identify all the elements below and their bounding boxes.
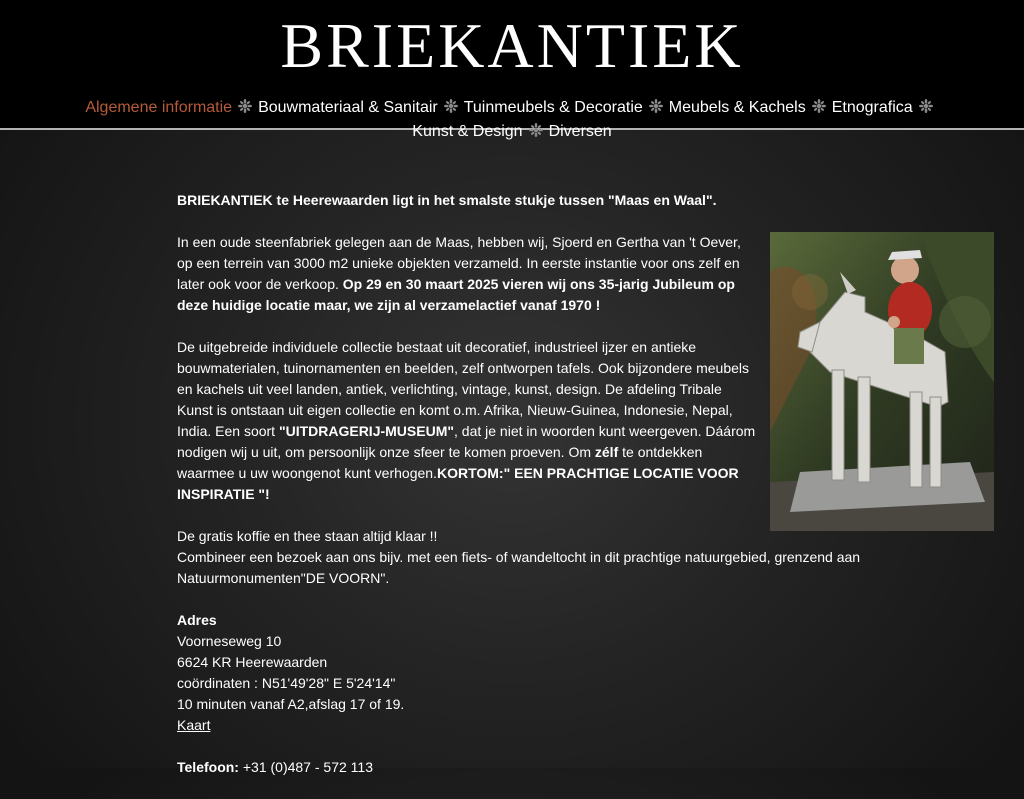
kortom-text: KORTOM:" EEN PRACHTIGE LOCATIE VOOR INSPIRATIE "! (177, 465, 739, 502)
map-link[interactable]: Kaart (177, 717, 211, 733)
flower-ornament-icon (649, 99, 663, 113)
address-heading: Adres (177, 612, 217, 628)
flower-ornament-icon (919, 99, 933, 113)
combine-text: Combineer een bezoek aan ons bijv. met een fiets- of wandeltocht in dit prachtige natuurgebied, grenzend aan Natuurmonumenten"DE VOORN". (177, 549, 861, 586)
site-header (0, 0, 1024, 140)
nav-algemene-informatie[interactable]: Algemene informatie (85, 99, 233, 116)
paragraph-coffee (177, 526, 877, 589)
paragraph-history (177, 232, 759, 316)
nav-kunst-design[interactable]: Kunst & Design (412, 123, 523, 140)
flower-ornament-icon (444, 99, 458, 113)
main-nav (60, 96, 964, 144)
address-directions: 10 minuten vanaf A2,afslag 17 of 19. (177, 696, 405, 712)
address-block (177, 610, 877, 736)
nav-tuinmeubels-decoratie[interactable]: Tuinmeubels & Decoratie (463, 99, 643, 116)
flower-ornament-icon (529, 123, 543, 137)
nav-diversen[interactable]: Diversen (548, 123, 612, 140)
nav-etnografica[interactable]: Etnografica (831, 99, 913, 116)
nav-meubels-kachels[interactable]: Meubels & Kachels (668, 99, 806, 116)
address-street: Voorneseweg 10 (177, 633, 282, 649)
jubilee-text: Op 29 en 30 maart 2025 vieren wij ons 35-jarig Jubileum op deze huidige locatie maar, we zijn al verzamelactief vanaf 1970 ! (177, 276, 735, 313)
museum-text: "UITDRAGERIJ-MUSEUM" (278, 423, 455, 439)
phone-value[interactable]: +31 (0)487 - 572 113 (238, 759, 373, 775)
nav-bouwmateriaal-sanitair[interactable]: Bouwmateriaal & Sanitair (258, 99, 438, 116)
paragraph-collection (177, 337, 759, 505)
collection-text: De uitgebreide individuele collectie bestaat uit decoratief, industrieel ijzer en antieke bouwmaterialen, tuinornamenten en beelden, zelf ontworpen tafels. Ook bijzondere meubels en kachels uit veel landen, antiek, verlichting, vintage, kunst, design. De afdeling Tribale Kunst is ontstaan uit eigen collectie en komt o.m. Afrika, Nieuw-Guinea, Indonesie, Nepal, India. Een soort (177, 339, 750, 439)
address-coordinates: coördinaten : N51'49'28" E 5'24'14" (177, 675, 396, 691)
zelf-text: zélf (594, 444, 619, 460)
history-text: In een oude steenfabriek gelegen aan de Maas, hebben wij, Sjoerd en Gertha van 't Oever, op een terrein van 3000 m2 unieke objekten verzameld. In eerste instantie voor ons zelf en later ook voor de verkoop. (177, 234, 741, 292)
phone-label: Telefoon: (177, 759, 239, 775)
site-logo[interactable]: BRIEKANTIEK (280, 10, 744, 81)
intro-text: BRIEKANTIEK te Heerewaarden ligt in het smalste stukje tussen "Maas en Waal". (177, 192, 717, 208)
invite-text: , dat je niet in woorden kunt weergeven. Dáárom nodigen wij u uit, om persoonlijk onze sfeer te komen proeven. Om (177, 423, 756, 460)
discover-text: te ontdekken waarmee u uw woongenot kunt verhogen. (177, 444, 703, 481)
coffee-text: De gratis koffie en thee staan altijd klaar !! (177, 528, 438, 544)
flower-ornament-icon (238, 99, 252, 113)
main-content (177, 190, 877, 799)
address-city: 6624 KR Heerewaarden (177, 654, 328, 670)
flower-ornament-icon (812, 99, 826, 113)
